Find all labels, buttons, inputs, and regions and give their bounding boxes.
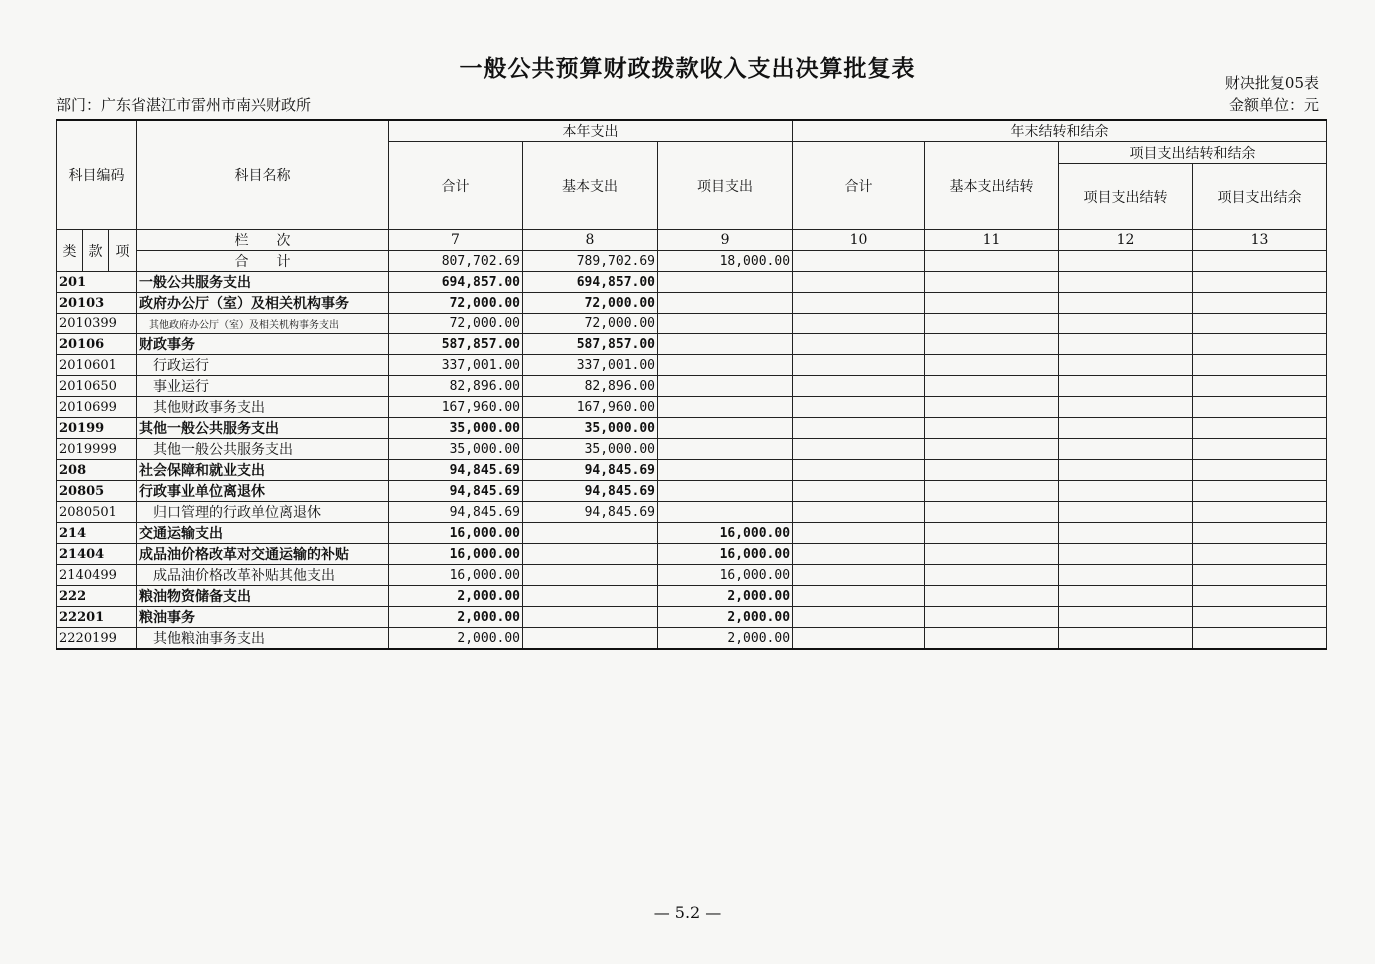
row-empty-cell [1193, 481, 1327, 502]
row-empty-cell [925, 523, 1059, 544]
row-name: 归口管理的行政单位离退休 [137, 502, 389, 523]
row-empty-cell [793, 397, 925, 418]
row-code: 20103 [57, 293, 137, 314]
header-project-balance: 项目支出结转和结余 [1059, 142, 1327, 164]
row-basic: 337,001.00 [523, 355, 658, 376]
header-project: 项目支出 [658, 142, 793, 230]
row-code: 21404 [57, 544, 137, 565]
row-empty-cell [1059, 502, 1193, 523]
row-empty-cell [1059, 565, 1193, 586]
row-empty-cell [925, 293, 1059, 314]
total-row-basic: 789,702.69 [523, 251, 658, 272]
row-empty-cell [1193, 460, 1327, 481]
col-num-13: 13 [1193, 230, 1327, 251]
form-code: 财决批复05表 [1224, 74, 1319, 92]
row-empty-cell [1193, 272, 1327, 293]
row-empty-cell [925, 460, 1059, 481]
row-project [658, 355, 793, 376]
row-basic: 35,000.00 [523, 418, 658, 439]
row-name: 行政事业单位离退休 [137, 481, 389, 502]
row-empty-cell [925, 314, 1059, 334]
row-name: 社会保障和就业支出 [137, 460, 389, 481]
table-row [57, 334, 1327, 355]
row-name: 成品油价格改革补贴其他支出 [137, 565, 389, 586]
total-row-total: 807,702.69 [389, 251, 523, 272]
col-num-10: 10 [793, 230, 925, 251]
header-name: 科目名称 [137, 120, 389, 230]
row-empty-cell [793, 334, 925, 355]
row-empty-cell [925, 586, 1059, 607]
row-project [658, 314, 793, 334]
row-code: 2010699 [57, 397, 137, 418]
row-empty-cell [1193, 607, 1327, 628]
row-empty-cell [793, 523, 925, 544]
row-empty-cell [793, 628, 925, 650]
row-empty-cell [1059, 355, 1193, 376]
row-empty-cell [1193, 439, 1327, 460]
row-basic [523, 565, 658, 586]
header-ye-total: 合计 [793, 142, 925, 230]
row-empty-cell [1059, 314, 1193, 334]
row-empty-cell [793, 565, 925, 586]
row-name: 其他政府办公厅（室）及相关机构事务支出 [137, 314, 389, 334]
table-row [57, 397, 1327, 418]
row-total: 94,845.69 [389, 481, 523, 502]
col-num-7: 7 [389, 230, 523, 251]
table-row [57, 439, 1327, 460]
row-empty-cell [793, 355, 925, 376]
row-empty-cell [1059, 586, 1193, 607]
row-empty-cell [793, 439, 925, 460]
table-row [57, 481, 1327, 502]
header-code: 科目编码 [57, 120, 137, 230]
row-code: 20199 [57, 418, 137, 439]
row-total: 167,960.00 [389, 397, 523, 418]
row-code: 2140499 [57, 565, 137, 586]
row-empty-cell [925, 607, 1059, 628]
row-project: 2,000.00 [658, 586, 793, 607]
row-empty-cell [793, 502, 925, 523]
table-row [57, 314, 1327, 334]
header-proj-surplus: 项目支出结余 [1193, 164, 1327, 230]
budget-table [56, 119, 1327, 650]
row-empty-cell [793, 418, 925, 439]
row-name: 成品油价格改革对交通运输的补贴 [137, 544, 389, 565]
row-basic: 35,000.00 [523, 439, 658, 460]
row-basic: 587,857.00 [523, 334, 658, 355]
row-basic: 72,000.00 [523, 314, 658, 334]
row-project [658, 418, 793, 439]
row-project [658, 376, 793, 397]
row-basic: 94,845.69 [523, 502, 658, 523]
table-row [57, 502, 1327, 523]
row-basic [523, 628, 658, 650]
row-project [658, 439, 793, 460]
row-empty-cell [1193, 628, 1327, 650]
table-row [57, 355, 1327, 376]
table-row [57, 523, 1327, 544]
row-code: 201 [57, 272, 137, 293]
row-total: 94,845.69 [389, 502, 523, 523]
col-num-12: 12 [1059, 230, 1193, 251]
row-total: 16,000.00 [389, 544, 523, 565]
row-project [658, 397, 793, 418]
row-empty-cell [1059, 439, 1193, 460]
total-row-project: 18,000.00 [658, 251, 793, 272]
header-kuan: 款 [83, 230, 109, 272]
row-empty-cell [925, 439, 1059, 460]
header-current-year: 本年支出 [389, 120, 793, 142]
header-lanci: 栏 次 [137, 230, 389, 251]
row-total: 72,000.00 [389, 293, 523, 314]
row-empty-cell [1193, 355, 1327, 376]
row-empty-cell [925, 481, 1059, 502]
total-row-label: 合 计 [137, 251, 389, 272]
row-total: 35,000.00 [389, 439, 523, 460]
header-proj-carry: 项目支出结转 [1059, 164, 1193, 230]
row-empty-cell [1193, 314, 1327, 334]
row-basic: 94,845.69 [523, 460, 658, 481]
row-total: 2,000.00 [389, 628, 523, 650]
row-empty-cell [1193, 523, 1327, 544]
row-basic: 72,000.00 [523, 293, 658, 314]
row-basic [523, 607, 658, 628]
row-empty-cell [925, 418, 1059, 439]
row-empty-cell [1059, 607, 1193, 628]
row-empty-cell [1193, 418, 1327, 439]
row-empty-cell [1059, 334, 1193, 355]
row-name: 粮油物资储备支出 [137, 586, 389, 607]
header-xiang: 项 [109, 230, 137, 272]
row-empty-cell [1059, 376, 1193, 397]
header-lei: 类 [57, 230, 83, 272]
row-total: 2,000.00 [389, 586, 523, 607]
row-project: 16,000.00 [658, 523, 793, 544]
row-code: 214 [57, 523, 137, 544]
row-total: 72,000.00 [389, 314, 523, 334]
table-row [57, 586, 1327, 607]
row-empty-cell [1193, 293, 1327, 314]
row-code: 20106 [57, 334, 137, 355]
row-name: 行政运行 [137, 355, 389, 376]
row-code: 2220199 [57, 628, 137, 650]
row-empty-cell [793, 607, 925, 628]
row-code: 222 [57, 586, 137, 607]
row-code: 2080501 [57, 502, 137, 523]
row-empty-cell [793, 272, 925, 293]
row-name: 政府办公厅（室）及相关机构事务 [137, 293, 389, 314]
row-total: 694,857.00 [389, 272, 523, 293]
row-empty-cell [1059, 481, 1193, 502]
row-empty-cell [925, 502, 1059, 523]
row-name: 一般公共服务支出 [137, 272, 389, 293]
row-code: 2019999 [57, 439, 137, 460]
table-row [57, 376, 1327, 397]
amount-unit-label: 金额单位：元 [1228, 96, 1319, 114]
row-empty-cell [1059, 397, 1193, 418]
row-basic: 94,845.69 [523, 481, 658, 502]
row-code: 2010399 [57, 314, 137, 334]
row-empty-cell [925, 334, 1059, 355]
row-empty-cell [1193, 544, 1327, 565]
row-empty-cell [1059, 628, 1193, 650]
header-basic: 基本支出 [523, 142, 658, 230]
row-empty-cell [793, 376, 925, 397]
row-project [658, 272, 793, 293]
row-empty-cell [925, 544, 1059, 565]
row-empty-cell [1193, 397, 1327, 418]
row-empty-cell [1059, 293, 1193, 314]
row-code: 2010601 [57, 355, 137, 376]
row-total: 16,000.00 [389, 523, 523, 544]
row-name: 财政事务 [137, 334, 389, 355]
table-row [57, 272, 1327, 293]
row-name: 事业运行 [137, 376, 389, 397]
row-empty-cell [1059, 418, 1193, 439]
page-number: — 5.2 — [653, 903, 722, 922]
row-total: 2,000.00 [389, 607, 523, 628]
row-total: 35,000.00 [389, 418, 523, 439]
row-basic [523, 586, 658, 607]
row-empty-cell [793, 293, 925, 314]
row-empty-cell [925, 628, 1059, 650]
table-row [57, 460, 1327, 481]
row-empty-cell [1059, 523, 1193, 544]
row-total: 337,001.00 [389, 355, 523, 376]
row-empty-cell [1059, 460, 1193, 481]
row-empty-cell [793, 314, 925, 334]
row-empty-cell [1193, 565, 1327, 586]
row-project [658, 293, 793, 314]
row-project [658, 481, 793, 502]
col-num-11: 11 [925, 230, 1059, 251]
row-total: 587,857.00 [389, 334, 523, 355]
row-total: 82,896.00 [389, 376, 523, 397]
row-name: 粮油事务 [137, 607, 389, 628]
row-code: 208 [57, 460, 137, 481]
row-empty-cell [793, 586, 925, 607]
row-project [658, 502, 793, 523]
table-row [57, 565, 1327, 586]
row-basic: 694,857.00 [523, 272, 658, 293]
row-empty-cell [793, 481, 925, 502]
row-code: 2010650 [57, 376, 137, 397]
row-basic: 167,960.00 [523, 397, 658, 418]
row-project: 2,000.00 [658, 607, 793, 628]
row-project: 16,000.00 [658, 565, 793, 586]
row-name: 其他一般公共服务支出 [137, 439, 389, 460]
row-name: 其他一般公共服务支出 [137, 418, 389, 439]
row-empty-cell [793, 544, 925, 565]
row-total: 94,845.69 [389, 460, 523, 481]
row-project [658, 460, 793, 481]
col-num-8: 8 [523, 230, 658, 251]
table-row [57, 293, 1327, 314]
page-title: 一般公共预算财政拨款收入支出决算批复表 [459, 56, 916, 82]
col-num-9: 9 [658, 230, 793, 251]
row-project: 2,000.00 [658, 628, 793, 650]
row-name: 其他粮油事务支出 [137, 628, 389, 650]
table-row [57, 607, 1327, 628]
row-code: 22201 [57, 607, 137, 628]
row-empty-cell [1193, 502, 1327, 523]
row-empty-cell [793, 460, 925, 481]
row-project: 16,000.00 [658, 544, 793, 565]
table-row [57, 418, 1327, 439]
table-row [57, 544, 1327, 565]
row-empty-cell [925, 565, 1059, 586]
row-basic: 82,896.00 [523, 376, 658, 397]
row-empty-cell [1193, 334, 1327, 355]
row-empty-cell [1193, 586, 1327, 607]
row-basic [523, 544, 658, 565]
row-name: 其他财政事务支出 [137, 397, 389, 418]
row-empty-cell [1059, 544, 1193, 565]
row-project [658, 334, 793, 355]
row-empty-cell [925, 376, 1059, 397]
header-year-end: 年末结转和结余 [793, 120, 1327, 142]
row-empty-cell [925, 397, 1059, 418]
table-row [57, 628, 1327, 650]
row-basic [523, 523, 658, 544]
row-empty-cell [925, 272, 1059, 293]
row-name: 交通运输支出 [137, 523, 389, 544]
row-code: 20805 [57, 481, 137, 502]
table-body [57, 272, 1327, 650]
row-empty-cell [925, 355, 1059, 376]
department-label: 部门：广东省湛江市雷州市南兴财政所 [56, 96, 312, 114]
row-empty-cell [1059, 272, 1193, 293]
header-total: 合计 [389, 142, 523, 230]
row-empty-cell [1193, 376, 1327, 397]
row-total: 16,000.00 [389, 565, 523, 586]
header-basic-carry: 基本支出结转 [925, 142, 1059, 230]
